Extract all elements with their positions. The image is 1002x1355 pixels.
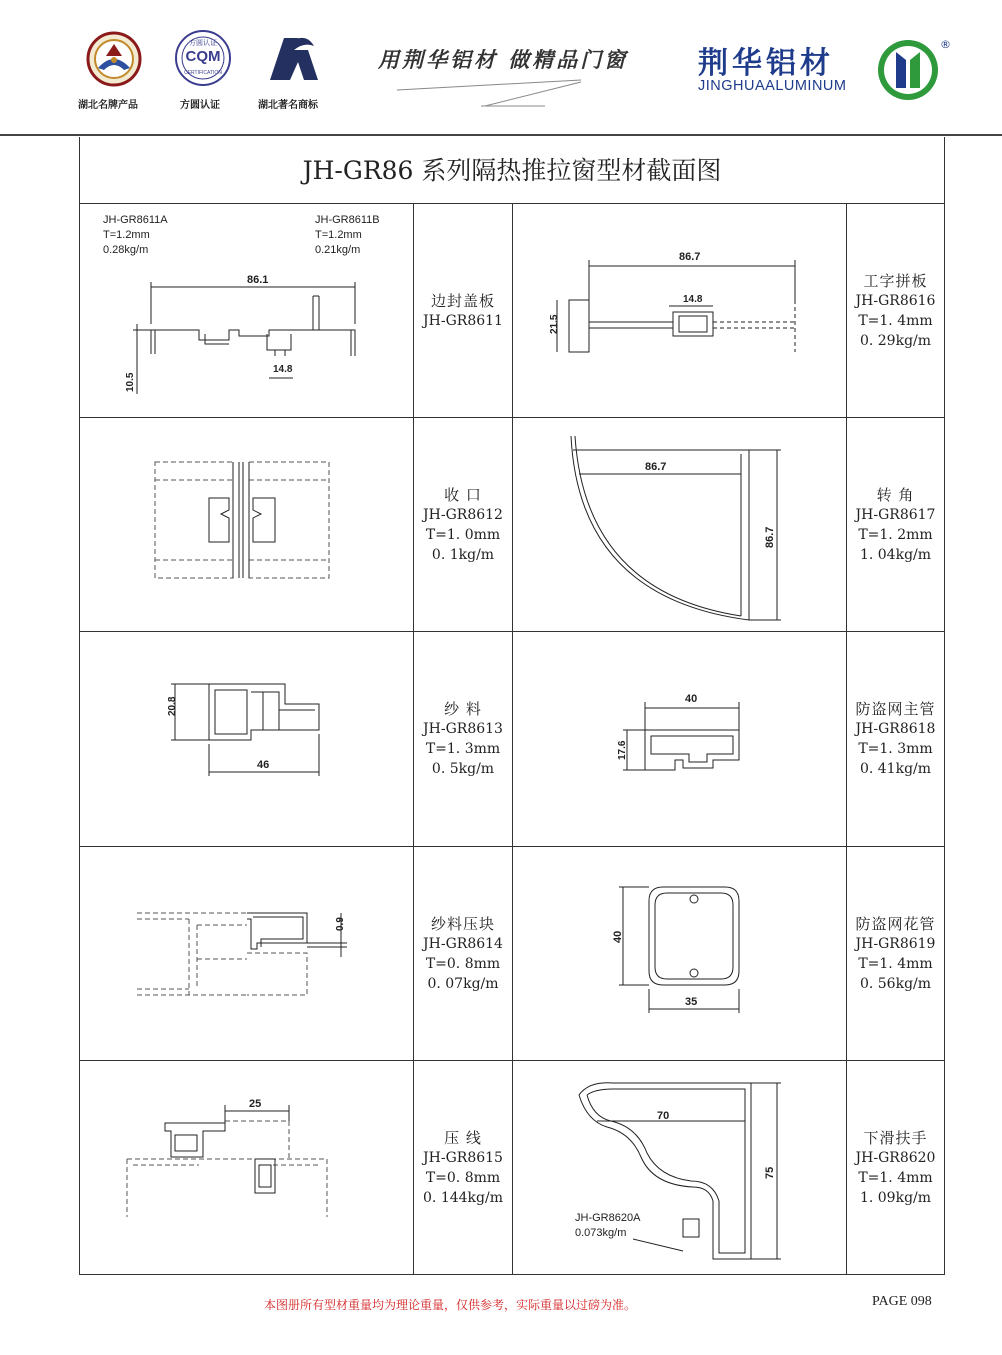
profile-weight: 1. 04kg/m bbox=[859, 546, 932, 563]
profile-thickness: T=0. 8mm bbox=[425, 955, 501, 972]
note-weight-8620a: 0.073kg/m bbox=[575, 1227, 627, 1239]
profile-thickness: T=1. 2mm bbox=[858, 526, 933, 543]
profile-name: 转 角 bbox=[876, 485, 915, 504]
label-cell-gr8611 bbox=[414, 204, 513, 418]
dim-label-width: 86.1 bbox=[247, 274, 269, 286]
profile-code: JH-GR8618 bbox=[855, 721, 936, 737]
jinghua-brand-logo-icon bbox=[876, 38, 940, 102]
drawing-cell-gr8613 bbox=[79, 632, 414, 847]
profile-drawing-gr8613 bbox=[79, 632, 412, 845]
drawing-cell-gr8620 bbox=[513, 1061, 847, 1275]
dim-label-width: 86.7 bbox=[679, 251, 701, 263]
label-cell-gr8618 bbox=[847, 632, 945, 847]
profile-drawing-gr8617 bbox=[513, 418, 845, 630]
note-thickness-8611a: T=1.2mm bbox=[103, 229, 150, 241]
hubei-famous-trademark-icon bbox=[264, 28, 324, 88]
profile-drawing-gr8615 bbox=[79, 1061, 412, 1273]
profile-drawing-gr8614 bbox=[79, 847, 412, 1059]
dim-label-height: 21.5 bbox=[549, 314, 560, 334]
page-header bbox=[0, 0, 1002, 135]
profile-drawing-gr8620 bbox=[513, 1061, 845, 1273]
profile-weight: 1. 09kg/m bbox=[859, 1189, 932, 1206]
profile-weight: 0. 5kg/m bbox=[431, 761, 495, 777]
drawing-cell-gr8618 bbox=[513, 632, 847, 847]
label-cell-gr8617 bbox=[847, 418, 945, 632]
note-weight-8611b: 0.21kg/m bbox=[315, 244, 361, 256]
profile-thickness: T=1. 3mm bbox=[858, 741, 933, 757]
profile-code: JH-GR8611 bbox=[423, 312, 503, 329]
svg-text:CERTIFICATION: CERTIFICATION bbox=[184, 70, 222, 76]
dim-label-width: 40 bbox=[685, 693, 698, 705]
slogan: 用荆华铝材 做精品门窗 bbox=[378, 47, 629, 72]
dim-label-width: 35 bbox=[685, 996, 698, 1008]
registered-mark: ® bbox=[940, 38, 951, 51]
note-weight-8611a: 0.28kg/m bbox=[103, 244, 149, 256]
profile-weight: 0. 41kg/m bbox=[859, 761, 932, 777]
dim-label-height: 75 bbox=[764, 1166, 776, 1179]
profile-weight: 0. 07kg/m bbox=[427, 975, 499, 992]
profile-drawing-gr8616 bbox=[513, 204, 845, 416]
slogan-underline-swoosh bbox=[395, 76, 585, 110]
dim-label-width: 86.7 bbox=[645, 461, 667, 473]
profile-name: 防盗网主管 bbox=[855, 700, 936, 718]
drawing-cell-gr8614 bbox=[79, 847, 414, 1061]
profile-code: JH-GR8612 bbox=[423, 506, 503, 523]
note-code-8611b: JH-GR8611B bbox=[315, 214, 380, 226]
page-number: PAGE 098 bbox=[872, 1294, 932, 1309]
page-title: JH-GR86 系列隔热推拉窗型材截面图 bbox=[79, 137, 945, 204]
label-cell-gr8619 bbox=[847, 847, 945, 1061]
label-cell-gr8615 bbox=[414, 1061, 513, 1275]
profile-code: JH-GR8619 bbox=[855, 935, 936, 952]
dim-label-slot: 14.8 bbox=[273, 364, 293, 375]
profile-code: JH-GR8617 bbox=[855, 506, 936, 523]
hubei-famous-brand-emblem-icon bbox=[84, 30, 144, 88]
profile-code: JH-GR8615 bbox=[423, 1149, 503, 1166]
profile-code: JH-GR8620 bbox=[855, 1149, 936, 1166]
profile-name: 压 线 bbox=[444, 1128, 482, 1147]
profile-code: JH-GR8613 bbox=[423, 721, 503, 737]
drawing-cell-gr8616 bbox=[513, 204, 847, 418]
profile-name: 纱料压块 bbox=[430, 914, 495, 933]
profile-weight: 0. 144kg/m bbox=[423, 1189, 503, 1206]
profile-name: 下滑扶手 bbox=[863, 1128, 928, 1147]
dim-label-thickness: 0.9 bbox=[335, 917, 346, 931]
dim-label-height: 10.5 bbox=[125, 372, 136, 392]
cqm-mark-text: CQM bbox=[185, 48, 221, 65]
profile-weight: 0. 29kg/m bbox=[859, 332, 932, 349]
profile-drawing-gr8611 bbox=[79, 204, 412, 416]
label-cell-gr8620 bbox=[847, 1061, 945, 1275]
profile-weight: 0. 56kg/m bbox=[859, 975, 932, 992]
logo-caption-certification: 方圆认证 bbox=[180, 100, 220, 111]
header-rule bbox=[0, 134, 1002, 136]
profile-name: 防盗网花管 bbox=[855, 914, 936, 933]
brand-name-cn: 荆华铝材 bbox=[698, 46, 834, 81]
profile-drawing-gr8619 bbox=[513, 847, 845, 1059]
note-code-8620a: JH-GR8620A bbox=[575, 1212, 641, 1224]
profile-weight: 0. 1kg/m bbox=[431, 546, 495, 563]
profile-name: 工字拼板 bbox=[863, 271, 928, 290]
drawing-cell-gr8615 bbox=[79, 1061, 414, 1275]
dim-label-height: 86.7 bbox=[764, 526, 776, 548]
drawing-cell-gr8619 bbox=[513, 847, 847, 1061]
label-cell-gr8612 bbox=[414, 418, 513, 632]
dim-label-height: 20.8 bbox=[167, 696, 178, 716]
profile-name: 收 口 bbox=[444, 485, 482, 504]
note-code-8611a: JH-GR8611A bbox=[103, 214, 168, 226]
profile-name: 边封盖板 bbox=[430, 291, 495, 310]
profile-thickness: T=1. 4mm bbox=[858, 955, 933, 972]
label-cell-gr8613 bbox=[414, 632, 513, 847]
dim-label-height: 40 bbox=[612, 930, 624, 943]
svg-text:方圆认证: 方圆认证 bbox=[189, 40, 217, 47]
profile-drawing-gr8612 bbox=[79, 418, 412, 630]
dim-label-width: 70 bbox=[657, 1110, 670, 1122]
drawing-cell-gr8611 bbox=[79, 204, 414, 418]
footer-disclaimer: 本图册所有型材重量均为理论重量，仅供参考，实际重量以过磅为准。 bbox=[264, 1298, 637, 1312]
profile-thickness: T=1. 0mm bbox=[425, 526, 501, 543]
profile-code: JH-GR8616 bbox=[855, 292, 936, 309]
logo-caption-famous-brand: 湖北名牌产品 bbox=[78, 100, 138, 111]
note-thickness-8611b: T=1.2mm bbox=[315, 229, 362, 241]
drawing-cell-gr8612 bbox=[79, 418, 414, 632]
dim-label-width: 25 bbox=[249, 1098, 262, 1110]
profile-thickness: T=1. 4mm bbox=[858, 1169, 933, 1186]
profile-name: 纱 料 bbox=[444, 700, 482, 718]
profile-code: JH-GR8614 bbox=[423, 935, 503, 952]
profile-thickness: T=1. 4mm bbox=[858, 312, 933, 329]
dim-label-width: 46 bbox=[257, 759, 270, 771]
label-cell-gr8614 bbox=[414, 847, 513, 1061]
dim-label-slot: 14.8 bbox=[683, 294, 703, 305]
logo-caption-trademark: 湖北著名商标 bbox=[258, 100, 318, 111]
dim-label-height: 17.6 bbox=[617, 740, 628, 760]
profile-thickness: T=1. 3mm bbox=[425, 741, 501, 757]
profile-thickness: T=0. 8mm bbox=[425, 1169, 501, 1186]
profile-drawing-gr8618 bbox=[513, 632, 845, 845]
label-cell-gr8616 bbox=[847, 204, 945, 418]
drawing-cell-gr8617 bbox=[513, 418, 847, 632]
brand-name-en: JINGHUAALUMINUM bbox=[698, 78, 847, 94]
